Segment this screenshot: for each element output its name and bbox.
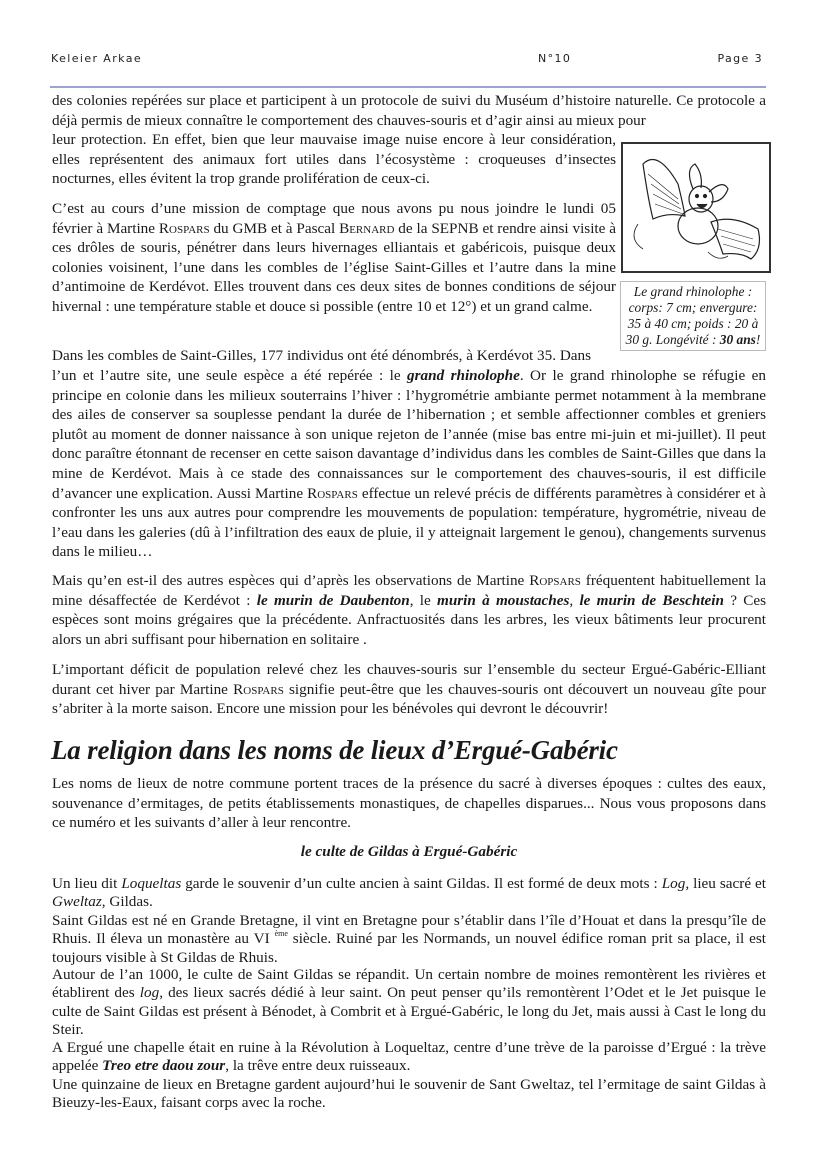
person-name: Bernard: [339, 219, 395, 237]
bat-illustration: [621, 142, 771, 273]
paragraph-intro-lines: des colonies repérées sur place et participent à un protocole de suivi du Muséum d’histoire naturelle. Ce protocole a déjà permis de mieux connaître le comportement des chauves-souris et d’agir ainsi au mieux pour: [52, 92, 766, 129]
paragraph-saint-gildas: Saint Gildas est né en Grande Bretagne, il vint en Bretagne pour s’établir dans l’île d’Houat et dans la presqu’île de Rhuis. Il éleva un monastère au VI $^{ème}$ siècle. Ruiné par les Normands, un nouvel édifice roman prit sa place, il est toujours visible à St Gildas de Rhuis.: [52, 912, 767, 966]
paragraph-religion-intro: Les noms de lieux de notre commune portent traces de la présence du sacré à diverses époques : cultes des eaux, souvenance d’ermitages, de petits établissements monastiques, de chapelles disparues... Nous vous proposons dans ce numéro et les suivants d’aller à leur rencontre.: [52, 775, 766, 832]
paragraph-chapel: A Ergué une chapelle était en ruine à la Révolution à Loqueltaz, centre d’une trève de la paroisse d’Ergué : la trève appelée Treo etre daou zour, la trêve entre deux ruisseaux.: [52, 1039, 766, 1075]
paragraph-hermitage: Une quinzaine de lieux en Bretagne gardent aujourd’hui le souvenir de Sant Gweltaz, tel l’ermitage de saint Gildas à Bieuzy-les-Eaux, faisant corps avec la roche.: [52, 1076, 766, 1112]
publication-name: Keleier Arkae: [51, 52, 143, 65]
paragraph-protection: leur protection. En effet, bien que leur mauvaise image nuise encore à leur considération, elles représentent des animaux fort utiles dans l’écosystème : croqueuses d’insectes nocturnes, elles évitent la trop grande prolifération de ceux-ci.: [52, 131, 616, 188]
issue-number: N°10: [538, 52, 572, 65]
person-name: Ropsars: [529, 572, 581, 589]
paragraph-count-first-line: Dans les combles de Saint-Gilles, 177 individus ont été dénombrés, à Kerdévot 35. Dans: [52, 347, 592, 364]
species-name: murin à moustaches: [437, 591, 570, 609]
person-name: Rospars: [158, 219, 210, 237]
species-name: le murin de Daubenton: [256, 591, 410, 609]
subsection-title: le culte de Gildas à Ergué-Gabéric: [300, 843, 518, 860]
page-number: Page 3: [717, 52, 763, 65]
paragraph-other-species: Mais qu’en est-il des autres espèces qui d’après les observations de Martine Ropsars fréquentent habituellement la mine désaffectée de Kerdévot : le murin de Daubenton, le murin à moustaches, le murin de Beschtein ? Ces espèces sont moins grégaires que la précédente. Anfractuosités dans les arbres, les vieux bâtiments leur procurent alors un abri suffisant pour hibernation en solitaire .: [52, 572, 766, 648]
person-name: Rospars: [233, 680, 284, 698]
running-header: [51, 52, 763, 70]
paragraph-year-1000: Autour de l’an 1000, le culte de Saint Gildas se répandit. Un certain nombre de moines remontèrent les rivières et établirent des log, des lieux sacrés dédié à leur saint. On peut penser qu’ils remontèrent l’Odet et le Jet puisque le culte de Saint Gildas est présent à Bénodet, à Combrit et à Ergué-Gabéric, le long du Jet, mais aussi à Cast le long du Steir.: [52, 966, 766, 1039]
person-name: Rospars: [307, 484, 358, 502]
section-title: La religion dans les noms de lieux d’Ergué-Gabéric: [51, 735, 618, 765]
figure-caption: Le grand rhinolophe : corps: 7 cm; envergure: 35 à 40 cm; poids : 20 à 30 g. Longévité : 30 ans!: [620, 281, 766, 351]
paragraph-deficit: L’important déficit de population relevé chez les chauves-souris sur l’ensemble du secteur Ergué-Gabéric-Elliant durant cet hiver par Martine Rospars signifie peut-être que les chauves-souris ont découvert un nouveau gîte pour s’abriter à la morte saison. Encore une mission pour les bénévoles qui devront le découvrir!: [52, 661, 766, 718]
species-name: le murin de Beschtein: [579, 591, 724, 609]
bat-cartoon-icon: [623, 144, 769, 271]
paragraph-loqueltas: Un lieu dit Loqueltas garde le souvenir d’un culte ancien à saint Gildas. Il est formé de deux mots : Log, lieu sacré et Gweltaz, Gildas.: [52, 875, 766, 911]
header-divider: [50, 86, 766, 88]
paragraph-mission: C’est au cours d’une mission de comptage que nous avons pu nous joindre le lundi 05 février à Martine Rospars du GMB et à Pascal Bernard de la SEPNB et rendre ainsi visite à ces drôles de souris, pénétrer dans leurs hivernages elliantais et gabéricois, puisque deux colonies voisinent, l’une dans les combles de l’église Saint-Gilles et l’autre dans la mine d’antimoine de Kerdévot. Elles trouvent dans ces deux sites de bonnes conditions de séjour hivernal : une température stable et douce si possible (entre 10 et 12°) et un grand calme.: [52, 200, 616, 315]
species-name: grand rhinolophe: [407, 367, 520, 384]
paragraph-count: l’un et l’autre site, une seule espèce a été repérée : le grand rhinolophe. Or le grand rhinolophe se réfugie en principe en colonie dans les milieux souterrains l’hiver : l’hygrométrie ambiante permet notamment à la membrane des ailes de conserver sa souplesse pendant la durée de l’hibernation ; et semble affectionner combles et greniers plutôt au moment de donner naissance à son unique rejeton de l’année (mise bas entre mi-juin et mi-juillet). Il peut donc paraître étonnant de recenser en cette saison davantage d’individus dans les combles de Saint-Gilles que dans la mine de Kerdévot. Mais à ce stade des connaissances sur le comportement des chauves-souris, il est difficile d’avancer une explication. Aussi Martine Rospars effectue un relevé précis de différents paramètres à considérer et à confronter les uns aux autres pour comprendre les mouvements de population: température, hygrométrie, niveau de l’eau dans les galeries (dû à l’infiltration des eaux de pluie, il y atteignait largement le genou), changements survenus dans le milieu…: [52, 367, 767, 561]
